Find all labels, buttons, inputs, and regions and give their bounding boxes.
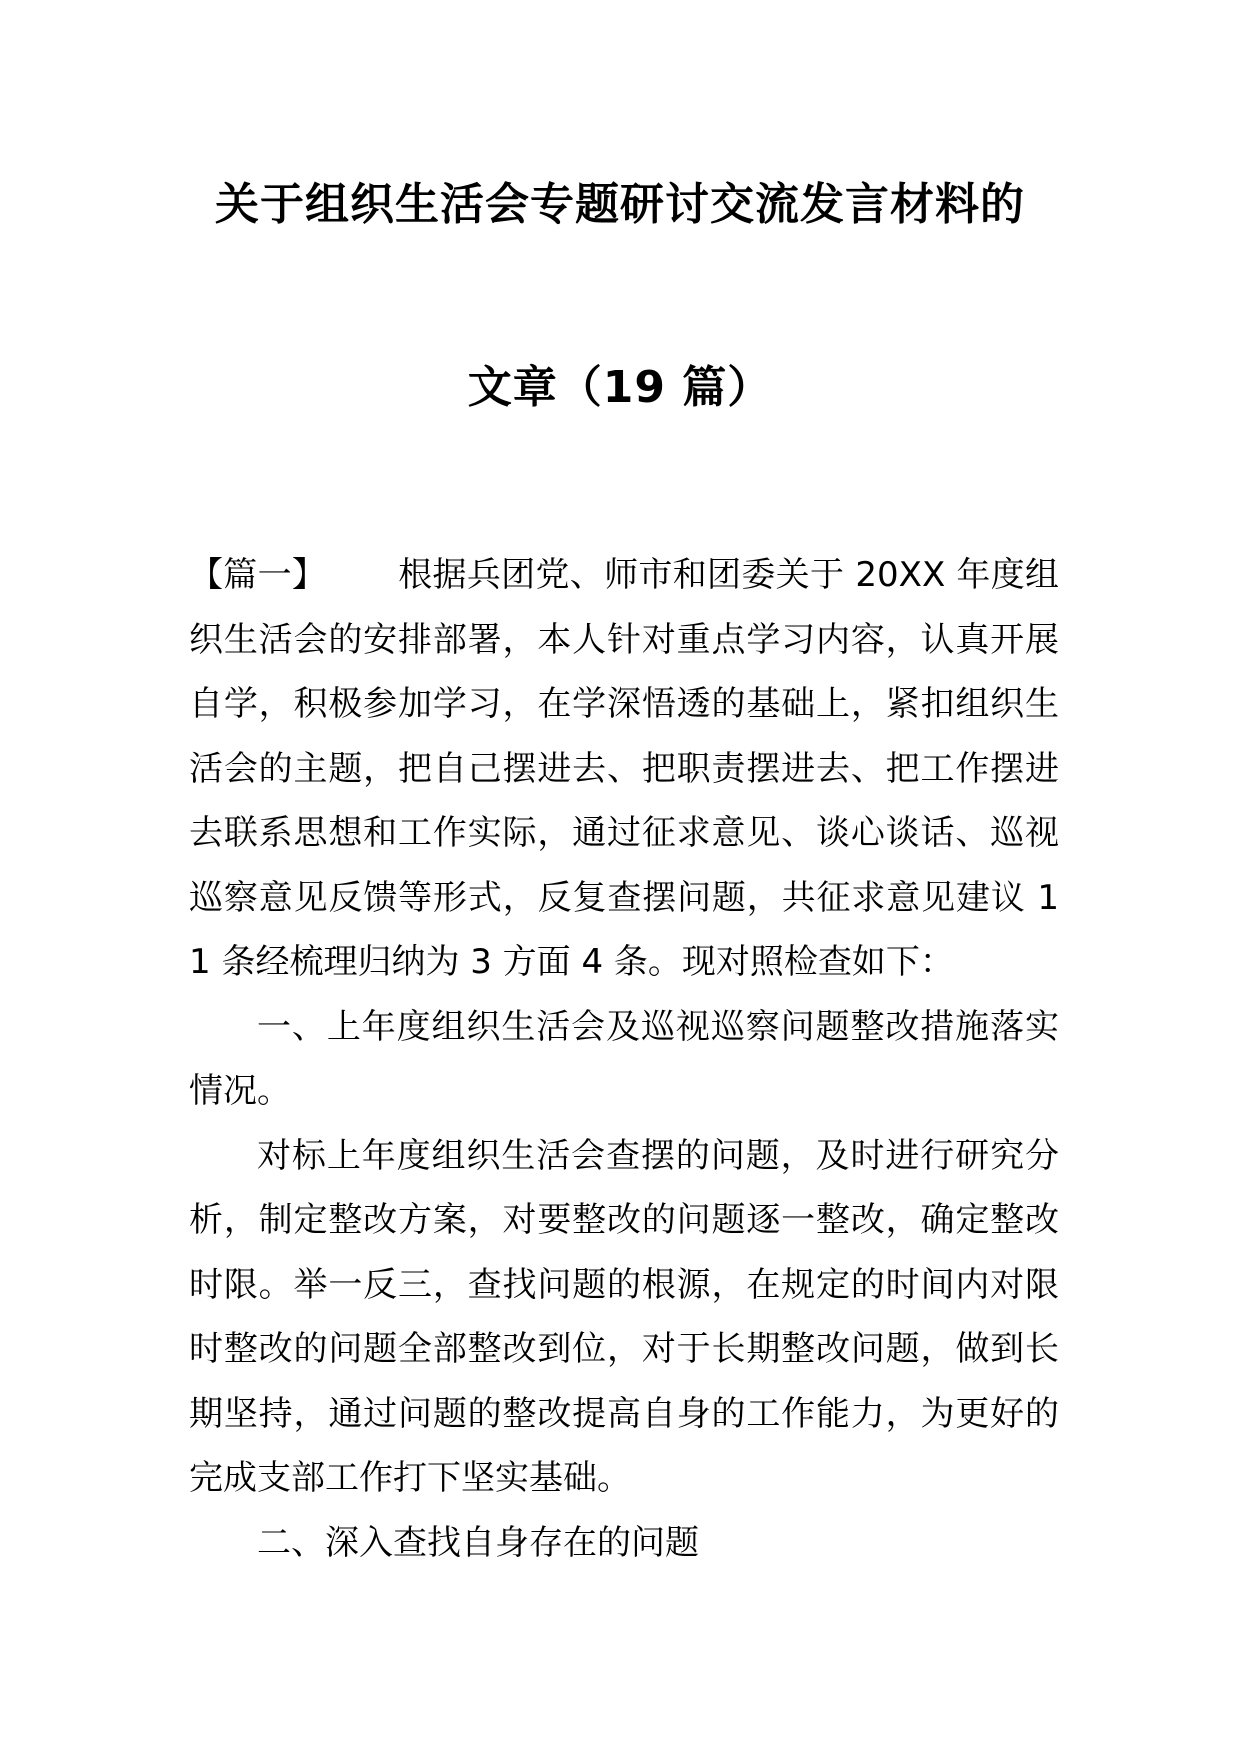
- paragraph-4: 二、深入查找自身存在的问题: [257, 1522, 699, 1563]
- document-title-line-1: 关于组织生活会专题研讨交流发言材料的: [215, 179, 1025, 230]
- section-label: 【篇一】: [189, 555, 327, 595]
- paragraph-1-text: 根据兵团党、师市和团委关于 20XX 年度组织生活会的安排部署，本人针对重点学习内容，认真开展自学，积极参加学习，在学深悟透的基础上，紧扣组织生活会的主题，把自己摆进去、把职责摆进去、把工作摆进去联系思想和工作实际，通过征求意见、谈心谈话、巡视巡察意见反馈等形式，反复查摆问题，共征求意见建议 11 条经梳理归纳为 3 方面 4 条。现对照检查如下：: [189, 555, 1059, 982]
- document-title-line-2: 文章（19 篇）: [467, 362, 773, 413]
- document-body: [189, 543, 1059, 1575]
- paragraph-1: [189, 543, 1059, 995]
- paragraph-3: 对标上年度组织生活会查摆的问题，及时进行研究分析，制定整改方案，对要整改的问题逐一整改，确定整改时限。举一反三，查找问题的根源，在规定的时间内对限时整改的问题全部整改到位，对于长期整改问题，做到长期坚持，通过问题的整改提高自身的工作能力，为更好的完成支部工作打下坚实基础。: [189, 1135, 1059, 1498]
- paragraph-2: 一、上年度组织生活会及巡视巡察问题整改措施落实情况。: [189, 1006, 1059, 1111]
